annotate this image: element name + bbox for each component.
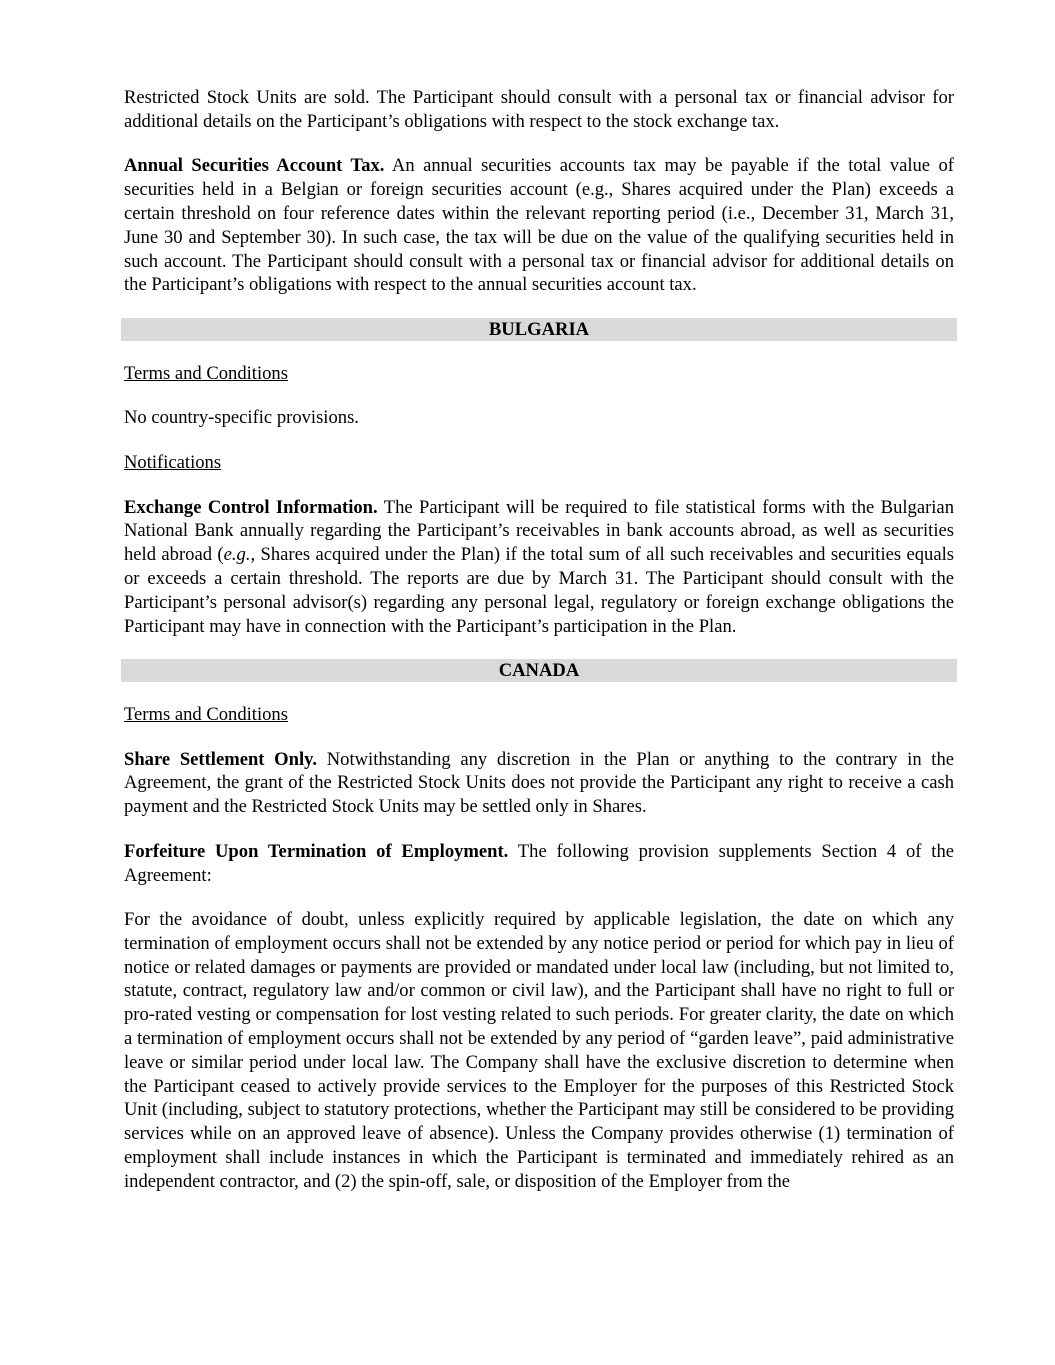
annual-securities-account-tax-title: Annual Securities Account Tax.	[124, 155, 385, 177]
bulgaria-terms-heading-text: Terms and Conditions	[124, 362, 288, 384]
canada-terms-heading-text: Terms and Conditions	[124, 703, 288, 725]
avoidance-of-doubt-paragraph: For the avoidance of doubt, unless explicitly required by applicable legislation, the date on which any termination of employment occurs shall not be extended by any notice period or period for which pay in lieu of notice or related damages or payments are provided or mandated under local law (including, but not limited to, statute, contract, regulatory law and/or common or civil law), and the Participant shall have no right to full or pro-rated vesting or compensation for lost vesting related to such periods. For greater clarity, the date on which a termination of employment occurs shall not be extended by any period of “garden leave”, paid administrative leave or similar period under local law. The Company shall have the exclusive discretion to determine when the Participant ceased to actively provide services to the Employer for the purposes of this Restricted Stock Unit (including, subject to statutory protections, whether the Participant may still be considered to be providing services while on an approved leave of absence). Unless the Company provides otherwise (1) termination of employment shall include instances in which the Participant is terminated and immediately rehired as an independent contractor, and (2) the spin-off, sale, or disposition of the Employer from the	[124, 909, 954, 1192]
exchange-control-body-2: , Shares acquired under the Plan) if the total sum of all such receivables and securities equals or exceeds a certain threshold. The reports are due by March 31. The Participant should consult with the Participant’s personal advisor(s) regarding any personal legal, regulatory or foreign exchange obligations the Participant may have in connection with the Participant’s participation in the Plan.	[124, 544, 955, 637]
forfeiture-title: Forfeiture Upon Termination of Employment.	[124, 840, 509, 862]
share-settlement-title: Share Settlement Only.	[124, 748, 318, 770]
exchange-control-body-1: The Participant will be required to file statistical forms with the Bulgarian National Bank annually regarding the Participant’s receivables in bank accounts abroad, as well as securities held abroad (	[124, 496, 954, 566]
exchange-control-eg: e.g.	[223, 544, 251, 566]
belgium-stock-exchange-tax-tail: Restricted Stock Units are sold. The Participant should consult with a personal tax or financial advisor for additional details on the Participant’s obligations with respect to the stock exchange tax.	[124, 87, 954, 132]
bulgaria-notifications-heading	[124, 451, 954, 475]
share-settlement-body: Notwithstanding any discretion in the Plan or anything to the contrary in the Agreement, the grant of the Restricted Stock Units does not provide the Participant any right to receive a cash payment and the Restricted Stock Units may be settled only in Shares.	[124, 748, 954, 818]
section-heading-bulgaria: BULGARIA	[121, 318, 957, 341]
exchange-control-title: Exchange Control Information.	[124, 496, 378, 518]
share-settlement-paragraph	[124, 748, 954, 819]
annual-securities-account-tax-paragraph	[124, 154, 954, 297]
bulgaria-terms-heading	[124, 362, 954, 386]
annual-securities-account-tax-body: An annual securities accounts tax may be payable if the total value of securities held in a Belgian or foreign securities account (e.g., Shares acquired under the Plan) exceeds a certain threshold on four reference dates within the relevant reporting period (i.e., December 31, March 31, June 30 and September 30). In such case, the tax will be due on the value of the qualifying securities held in such account. The Participant should consult with a personal tax or financial advisor for additional details on the Participant’s obligations with respect to the annual securities account tax.	[124, 155, 954, 296]
canada-terms-heading	[124, 703, 954, 727]
exchange-control-paragraph	[124, 496, 954, 639]
bulgaria-terms-body: No country-specific provisions.	[124, 407, 359, 429]
bulgaria-notifications-heading-text: Notifications	[124, 451, 222, 473]
forfeiture-paragraph	[124, 840, 954, 888]
document-page	[124, 86, 954, 1214]
forfeiture-body: The following provision supplements Section 4 of the Agreement:	[124, 840, 954, 886]
section-heading-canada: CANADA	[121, 659, 957, 682]
